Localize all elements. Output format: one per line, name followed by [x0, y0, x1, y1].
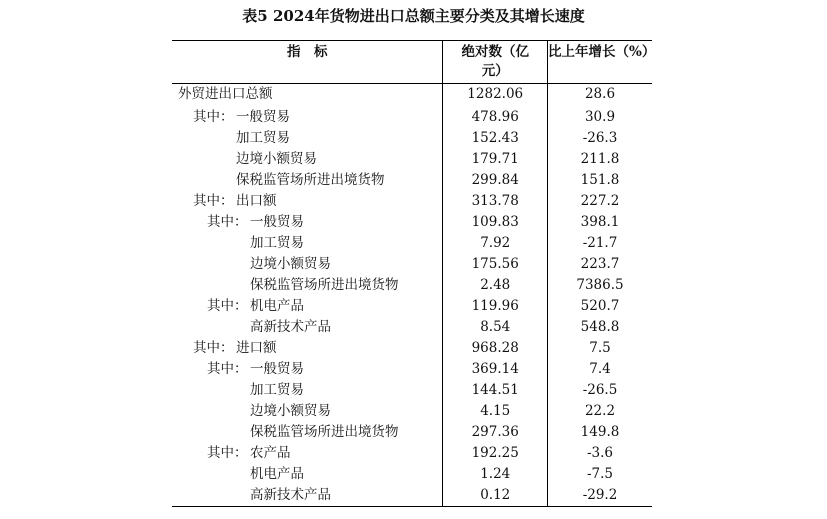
trade-table [172, 40, 656, 507]
value-cell: 175.56 [443, 254, 548, 275]
prefix-label: 其中： [207, 298, 248, 314]
indicator-cell [172, 317, 443, 338]
value-cell: 144.51 [443, 380, 548, 401]
indicator-label: 高新技术产品 [250, 487, 331, 503]
value-cell: 968.28 [443, 338, 548, 359]
indicator-label: 一般贸易 [236, 109, 290, 125]
indicator-label: 边境小额贸易 [236, 151, 317, 167]
table-row [172, 275, 652, 296]
growth-cell: 211.8 [548, 149, 653, 170]
indicator-cell [172, 105, 443, 128]
indicator-cell [172, 275, 443, 296]
indicator-cell [172, 296, 443, 317]
indicator-label: 保税监管场所进出境货物 [250, 277, 399, 293]
indicator-cell [172, 443, 443, 464]
indicator-label: 一般贸易 [250, 361, 304, 377]
value-cell: 313.78 [443, 191, 548, 212]
indicator-label: 农产品 [250, 445, 291, 461]
growth-cell: 7.5 [548, 338, 653, 359]
growth-cell: 149.8 [548, 422, 653, 443]
table-row [172, 317, 652, 338]
indicator-label: 出口额 [236, 193, 277, 209]
table-row [172, 296, 652, 317]
growth-cell: 223.7 [548, 254, 653, 275]
table-title: 表5 2024年货物进出口总额主要分类及其增长速度 [242, 7, 585, 25]
header-growth: 比上年增长（%） [548, 41, 653, 84]
value-cell: 0.12 [443, 485, 548, 507]
prefix-label: 其中： [193, 340, 234, 356]
growth-cell: -21.7 [548, 233, 653, 254]
growth-cell: 227.2 [548, 191, 653, 212]
value-cell: 478.96 [443, 105, 548, 128]
table-row [172, 254, 652, 275]
indicator-label: 边境小额贸易 [250, 256, 331, 272]
indicator-label: 加工贸易 [250, 235, 304, 251]
value-cell: 1.24 [443, 464, 548, 485]
table-row [172, 233, 652, 254]
value-cell: 1282.06 [443, 84, 548, 106]
growth-cell: -7.5 [548, 464, 653, 485]
table-row [172, 443, 652, 464]
table-row [172, 359, 652, 380]
indicator-cell [172, 485, 443, 507]
value-cell: 179.71 [443, 149, 548, 170]
indicator-cell [172, 84, 443, 106]
indicator-cell [172, 191, 443, 212]
value-cell: 152.43 [443, 128, 548, 149]
growth-cell: 22.2 [548, 401, 653, 422]
indicator-label: 保税监管场所进出境货物 [236, 172, 385, 188]
growth-cell: 30.9 [548, 105, 653, 128]
value-cell: 4.15 [443, 401, 548, 422]
table-row [172, 338, 652, 359]
table-row [172, 128, 652, 149]
value-cell: 299.84 [443, 170, 548, 191]
indicator-cell [172, 359, 443, 380]
table-row [172, 170, 652, 191]
table-row [172, 191, 652, 212]
prefix-label: 其中： [207, 445, 248, 461]
table-row [172, 105, 652, 128]
table-row [172, 380, 652, 401]
value-cell: 2.48 [443, 275, 548, 296]
indicator-label: 机电产品 [250, 298, 304, 314]
value-cell: 192.25 [443, 443, 548, 464]
indicator-cell [172, 422, 443, 443]
growth-cell: 398.1 [548, 212, 653, 233]
growth-cell: -26.3 [548, 128, 653, 149]
indicator-cell [172, 401, 443, 422]
indicator-label: 外贸进出口总额 [178, 86, 273, 102]
value-cell: 297.36 [443, 422, 548, 443]
indicator-cell [172, 380, 443, 401]
growth-cell: 151.8 [548, 170, 653, 191]
indicator-label: 一般贸易 [250, 214, 304, 230]
indicator-label: 边境小额贸易 [250, 403, 331, 419]
indicator-cell [172, 212, 443, 233]
growth-cell: 7.4 [548, 359, 653, 380]
indicator-cell [172, 149, 443, 170]
value-cell: 109.83 [443, 212, 548, 233]
table-row [172, 212, 652, 233]
indicator-cell [172, 170, 443, 191]
value-cell: 7.92 [443, 233, 548, 254]
table-header-row [172, 41, 652, 84]
indicator-cell [172, 254, 443, 275]
growth-cell: -3.6 [548, 443, 653, 464]
header-indicator: 指 标 [172, 41, 443, 84]
value-cell: 369.14 [443, 359, 548, 380]
value-cell: 8.54 [443, 317, 548, 338]
growth-cell: -29.2 [548, 485, 653, 507]
table-row [172, 401, 652, 422]
table-row [172, 149, 652, 170]
growth-cell: 520.7 [548, 296, 653, 317]
indicator-label: 机电产品 [250, 466, 304, 482]
indicator-cell [172, 128, 443, 149]
header-absolute: 绝对数（亿元） [443, 41, 548, 84]
prefix-label: 其中： [193, 109, 234, 125]
indicator-label: 加工贸易 [250, 382, 304, 398]
table-row [172, 485, 652, 507]
prefix-label: 其中： [207, 361, 248, 377]
growth-cell: 548.8 [548, 317, 653, 338]
indicator-label: 加工贸易 [236, 130, 290, 146]
indicator-label: 进口额 [236, 340, 277, 356]
growth-cell: 28.6 [548, 84, 653, 106]
value-cell: 119.96 [443, 296, 548, 317]
growth-cell: 7386.5 [548, 275, 653, 296]
indicator-label: 高新技术产品 [250, 319, 331, 335]
indicator-cell [172, 233, 443, 254]
indicator-label: 保税监管场所进出境货物 [250, 424, 399, 440]
table-row [172, 464, 652, 485]
growth-cell: -26.5 [548, 380, 653, 401]
table-row [172, 422, 652, 443]
indicator-cell [172, 338, 443, 359]
prefix-label: 其中： [193, 193, 234, 209]
table-row [172, 84, 652, 106]
indicator-cell [172, 464, 443, 485]
prefix-label: 其中： [207, 214, 248, 230]
